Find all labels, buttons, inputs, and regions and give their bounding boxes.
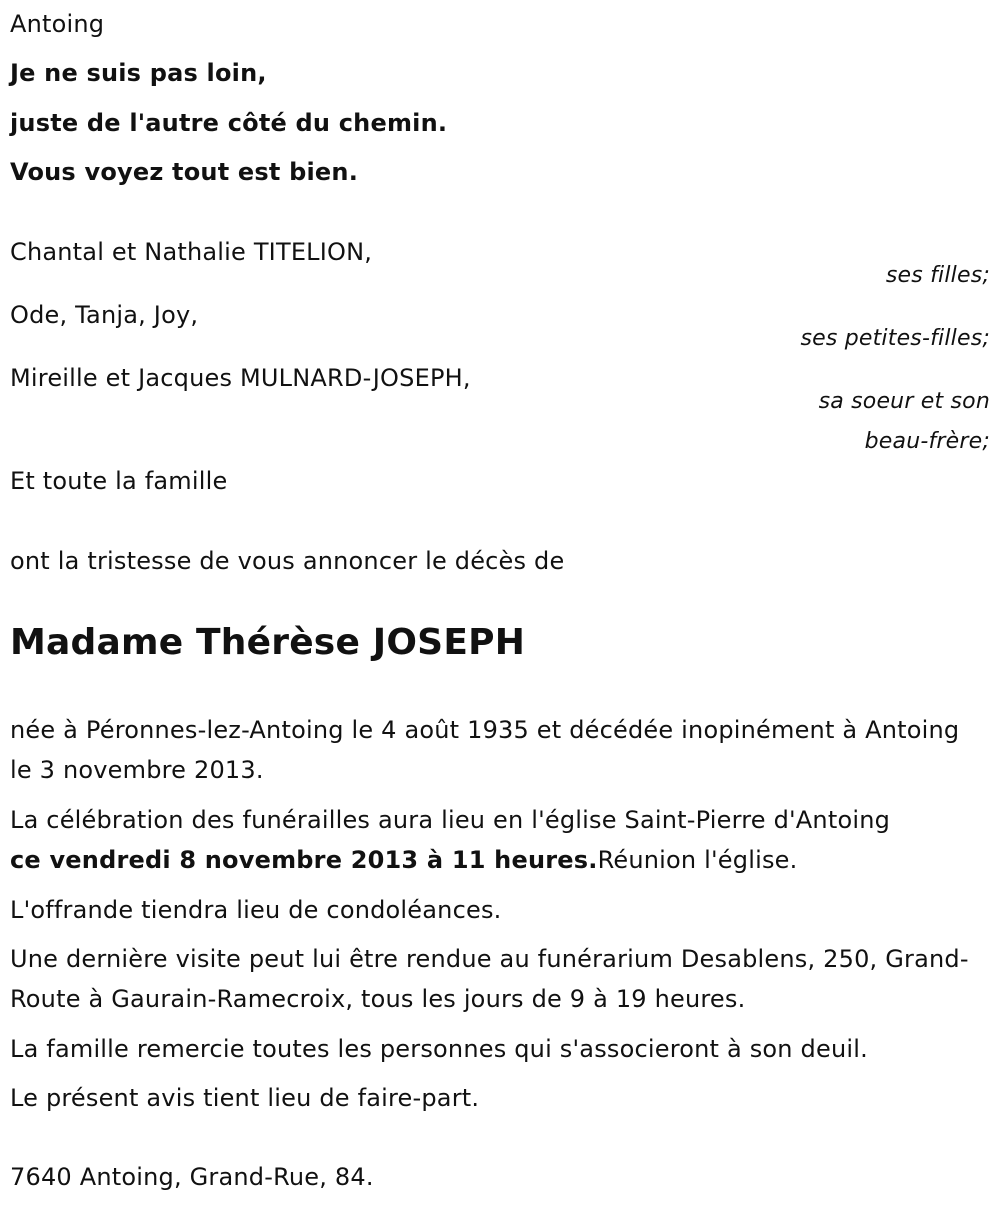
poem-line-1: Je ne suis pas loin, <box>10 59 267 87</box>
ceremony-meeting: Réunion l'église. <box>597 846 798 874</box>
family-names-daughters: Chantal et Nathalie TITELION, <box>10 238 373 266</box>
announcement-text: ont la tristesse de vous annoncer le décès de <box>10 547 565 575</box>
ceremony-paragraph <box>10 800 980 880</box>
family-relation-sister-line1: sa soeur et son <box>818 389 990 414</box>
poem-line-2: juste de l'autre côté du chemin. <box>10 109 448 137</box>
family-relation-granddaughters: ses petites-filles; <box>800 326 990 351</box>
family-relation-sister-line2: beau-frère; <box>864 429 990 454</box>
ceremony-date: ce vendredi 8 novembre 2013 à 11 heures. <box>10 846 598 874</box>
family-all: Et toute la famille <box>10 467 228 495</box>
address: 7640 Antoing, Grand-Rue, 84. <box>10 1163 374 1191</box>
deceased-name: Madame Thérèse JOSEPH <box>10 622 526 663</box>
offering-paragraph: L'offrande tiendra lieu de condoléances. <box>10 896 502 924</box>
visit-paragraph: Une dernière visite peut lui être rendue au funérarium Desablens, 250, Grand-Route à Gaurain-Ramecroix, tous les jours de 9 à 19 heures. <box>10 945 969 1013</box>
family-names-sister: Mireille et Jacques MULNARD-JOSEPH, <box>10 364 471 392</box>
ceremony-intro: La célébration des funérailles aura lieu en l'église Saint-Pierre d'Antoing <box>10 806 891 834</box>
birth-death-paragraph: née à Péronnes-lez-Antoing le 4 août 1935 et décédée inopinément à Antoing le 3 novembre 2013. <box>10 716 960 784</box>
family-relation-daughters: ses filles; <box>885 263 990 288</box>
notice-paragraph: Le présent avis tient lieu de faire-part. <box>10 1084 480 1112</box>
poem-line-3: Vous voyez tout est bien. <box>10 158 359 186</box>
family-names-granddaughters: Ode, Tanja, Joy, <box>10 301 199 329</box>
place-heading: Antoing <box>10 10 105 38</box>
thanks-paragraph: La famille remercie toutes les personnes qui s'associeront à son deuil. <box>10 1035 868 1063</box>
